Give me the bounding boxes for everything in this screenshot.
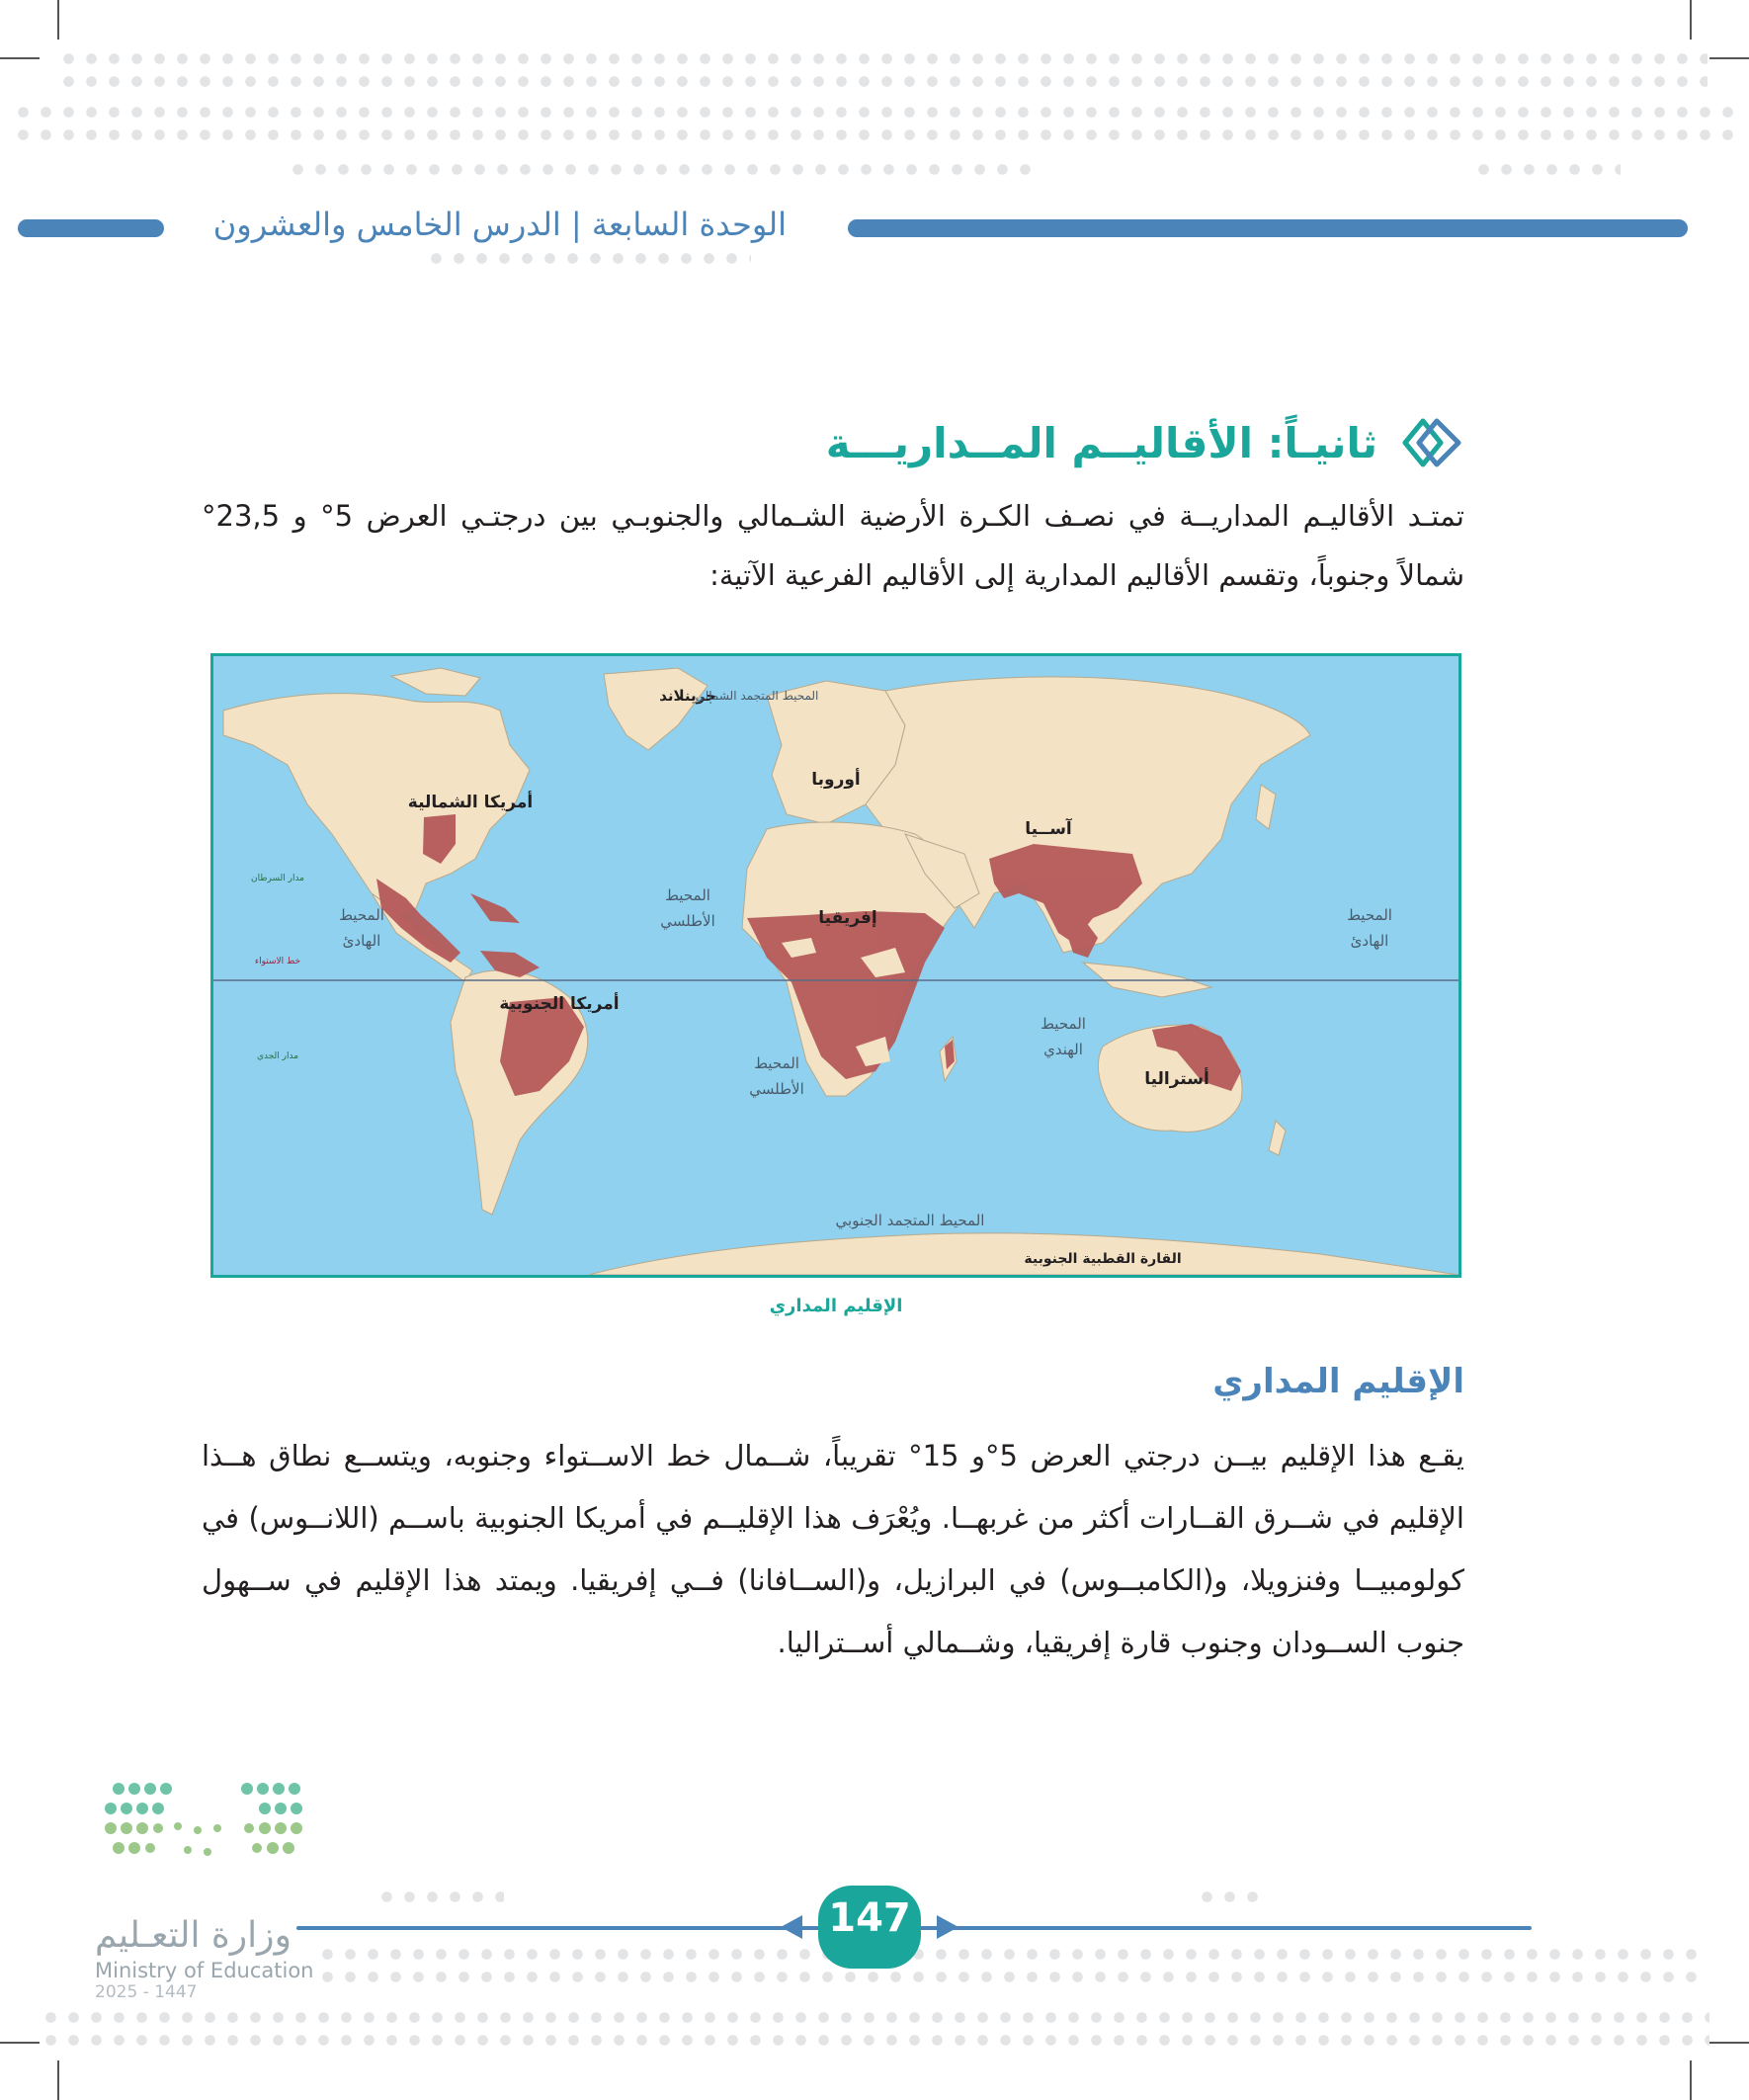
header-bar-right <box>848 219 1688 237</box>
equator-label: خط الاستواء <box>254 957 301 966</box>
tropic-of-capricorn-label: مدار الجدي <box>256 1051 299 1061</box>
map-label-asia: آســيا <box>1025 819 1072 839</box>
diamond-bullet-icon <box>1387 413 1464 472</box>
ocean-label-pacific-east: المحيط الهادئ <box>1347 906 1392 950</box>
map-label-europe: أوروبا <box>811 770 861 790</box>
decor-dots-bottom-3 <box>316 1943 1700 1988</box>
crop-mark <box>1709 2042 1749 2044</box>
ocean-label-indian: المحيط الهندي <box>1041 1015 1086 1058</box>
decor-dots-top-1 <box>57 47 1707 93</box>
map-caption: الإقليم المداري <box>769 1296 903 1316</box>
decor-dots-top-2 <box>12 101 1741 146</box>
ocean-label-arctic: المحيط المتجمد الشمالي <box>695 689 819 703</box>
arctic-islands-land <box>391 668 480 696</box>
crop-mark <box>57 2060 59 2100</box>
map-label-africa: إفريقيا <box>818 908 877 928</box>
crop-mark <box>0 2042 40 2044</box>
decor-dots-top-5 <box>425 247 751 271</box>
header-bar-left <box>18 219 164 237</box>
edition-year: 2025 - 1447 <box>95 1982 198 2002</box>
tropical-zone-caribbean <box>470 893 520 923</box>
tropical-climate-map <box>210 653 1461 1278</box>
subsection-heading: الإقليم المداري <box>1212 1362 1464 1401</box>
crop-mark <box>1690 0 1692 40</box>
new-zealand-land <box>1269 1121 1286 1155</box>
crop-mark <box>1709 57 1749 59</box>
ocean-label-atlantic-north: المحيط الأطلسي <box>660 886 715 930</box>
tropic-of-cancer-label: مدار السرطان <box>250 874 305 883</box>
section-heading <box>826 413 1464 472</box>
decor-dots-bottom-2 <box>1196 1886 1265 1909</box>
japan-land <box>1256 785 1276 829</box>
map-label-north-america: أمريكا الشمالية <box>407 793 534 812</box>
map-label-antarctica: القارة القطبية الجنوبية <box>1024 1251 1182 1267</box>
crop-mark <box>1690 2060 1692 2100</box>
ocean-label-southern: المحيط المتجمد الجنوبي <box>835 1212 985 1229</box>
ocean-label-atlantic-south: المحيط الأطلسي <box>749 1054 804 1098</box>
decor-dots-bottom-1 <box>375 1886 504 1909</box>
world-map-graphic <box>213 656 1458 1275</box>
intro-paragraph: تمتـد الأقاليـم المداريــة في نصـف الكـرة الأرضية الشـمالي والجنوبـي بين درجتـي العرض 5° و 23,5° شمالاً وجنوباً، وتقسم الأقاليم المدارية إلى الأقاليم الفرعية الآتية: <box>202 499 1464 592</box>
map-label-australia: أستراليا <box>1144 1069 1209 1089</box>
ocean-label-pacific-west: المحيط الهادئ <box>339 906 384 950</box>
page-number: 147 <box>828 1895 911 1941</box>
decor-dots-top-3 <box>287 158 1038 182</box>
map-label-greenland: جرينلاند <box>659 687 716 705</box>
decor-dots-top-4 <box>1472 158 1621 182</box>
unit-lesson-title: الوحدة السابعة | الدرس الخامس والعشرون <box>212 206 787 243</box>
ministry-name-english: Ministry of Education <box>95 1959 314 1982</box>
map-label-south-america: أمريكا الجنوبية <box>499 994 620 1014</box>
crop-mark <box>0 57 40 59</box>
ministry-name-arabic: وزارة التعـليم <box>95 1915 292 1956</box>
tropical-region-paragraph: يقـع هذا الإقليم بيــن درجتي العرض 5°و 15° تقريباً، شــمال خط الاســتواء وجنوبه، ويتســع نطاق هــذا الإقليم في شــرق القــارات أكثر من غربهــا. ويُعْرَف هذا الإقليــم في أمريكا الجنوبية باســم (اللانــوس) في كولومبيــا وفنزويلا، و(الكامبــوس) في البرازيل، و(الســافانا) فــي إفريقيا. ويمتد هذا الإقليم في ســهول جنوب الســودان وجنوب قارة إفريقيا، وشــمالي أســتراليا. <box>202 1439 1464 1659</box>
ministry-logo-icon <box>99 1779 306 1873</box>
crop-mark <box>57 0 59 40</box>
section-heading-text: ثانيـاً: الأقاليــم المــداريـــة <box>825 418 1377 467</box>
greenland-land <box>604 668 708 750</box>
decor-dots-bottom-4 <box>40 2006 1709 2052</box>
